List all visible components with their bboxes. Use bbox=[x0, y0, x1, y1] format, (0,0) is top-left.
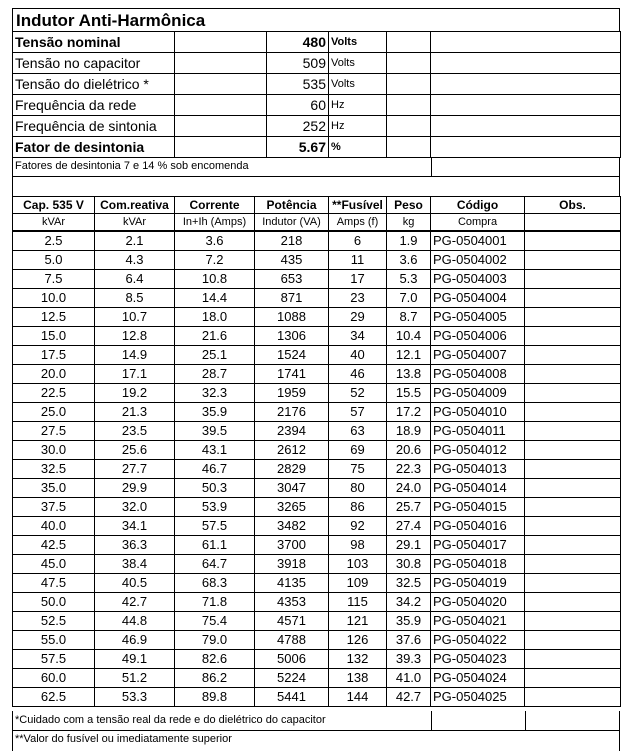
table-cell: 20.0 bbox=[13, 365, 95, 384]
table-cell: 6.4 bbox=[95, 270, 175, 289]
obs-cell bbox=[525, 517, 621, 536]
table-cell: 25.0 bbox=[13, 403, 95, 422]
table-cell: PG-0504007 bbox=[431, 346, 525, 365]
table-cell: 24.0 bbox=[387, 479, 431, 498]
spec-empty bbox=[175, 74, 267, 95]
table-cell: 32.5 bbox=[13, 460, 95, 479]
column-unit: Amps (f) bbox=[329, 214, 387, 232]
obs-cell bbox=[525, 688, 621, 707]
table-cell: 2.1 bbox=[95, 231, 175, 251]
table-cell: 53.9 bbox=[175, 498, 255, 517]
obs-cell bbox=[525, 384, 621, 403]
table-cell: 46 bbox=[329, 365, 387, 384]
table-cell: 871 bbox=[255, 289, 329, 308]
table-cell: 52.5 bbox=[13, 612, 95, 631]
table-cell: 18.0 bbox=[175, 308, 255, 327]
obs-cell bbox=[525, 612, 621, 631]
table-cell: 57.5 bbox=[13, 650, 95, 669]
spec-unit: Hz bbox=[329, 116, 387, 137]
table-row bbox=[13, 441, 621, 460]
table-cell: 75 bbox=[329, 460, 387, 479]
table-cell: PG-0504003 bbox=[431, 270, 525, 289]
table-cell: 50.3 bbox=[175, 479, 255, 498]
obs-cell bbox=[525, 308, 621, 327]
spec-unit: Volts bbox=[329, 32, 387, 53]
table-row bbox=[13, 403, 621, 422]
table-cell: 11 bbox=[329, 251, 387, 270]
table-cell: 3482 bbox=[255, 517, 329, 536]
table-cell: 39.5 bbox=[175, 422, 255, 441]
table-cell: 20.6 bbox=[387, 441, 431, 460]
obs-cell bbox=[525, 270, 621, 289]
table-row bbox=[13, 422, 621, 441]
column-header: **Fusível bbox=[329, 197, 387, 214]
obs-cell bbox=[525, 422, 621, 441]
table-row bbox=[13, 688, 621, 707]
column-header: Peso bbox=[387, 197, 431, 214]
table-row bbox=[13, 593, 621, 612]
table-cell: 17 bbox=[329, 270, 387, 289]
column-header: Corrente bbox=[175, 197, 255, 214]
table-cell: 37.6 bbox=[387, 631, 431, 650]
table-cell: 46.9 bbox=[95, 631, 175, 650]
spec-empty bbox=[431, 116, 621, 137]
spec-unit: Volts bbox=[329, 53, 387, 74]
obs-cell bbox=[525, 441, 621, 460]
table-cell: 40.0 bbox=[13, 517, 95, 536]
table-cell: 61.1 bbox=[175, 536, 255, 555]
table-row bbox=[13, 479, 621, 498]
table-cell: 63 bbox=[329, 422, 387, 441]
table-cell: 132 bbox=[329, 650, 387, 669]
table-cell: 38.4 bbox=[95, 555, 175, 574]
spec-empty bbox=[387, 32, 431, 53]
table-cell: 98 bbox=[329, 536, 387, 555]
table-cell: 1.9 bbox=[387, 231, 431, 251]
table-cell: 36.3 bbox=[95, 536, 175, 555]
table-cell: 42.5 bbox=[13, 536, 95, 555]
table-cell: 2.5 bbox=[13, 231, 95, 251]
table-cell: 10.0 bbox=[13, 289, 95, 308]
spec-empty bbox=[431, 95, 621, 116]
table-row bbox=[13, 460, 621, 479]
table-cell: 653 bbox=[255, 270, 329, 289]
spec-value: 60 bbox=[267, 95, 329, 116]
table-cell: 32.5 bbox=[387, 574, 431, 593]
table-cell: PG-0504022 bbox=[431, 631, 525, 650]
table-cell: PG-0504004 bbox=[431, 289, 525, 308]
table-cell: 1306 bbox=[255, 327, 329, 346]
table-cell: 49.1 bbox=[95, 650, 175, 669]
table-cell: 6 bbox=[329, 231, 387, 251]
table-cell: 10.7 bbox=[95, 308, 175, 327]
obs-cell bbox=[525, 631, 621, 650]
table-cell: 4135 bbox=[255, 574, 329, 593]
spec-value: 480 bbox=[267, 32, 329, 53]
footnote-dieletrico: *Cuidado com a tensão real da rede e do dielétrico do capacitor bbox=[12, 711, 620, 731]
table-row bbox=[13, 289, 621, 308]
table-cell: 5441 bbox=[255, 688, 329, 707]
table-cell: 50.0 bbox=[13, 593, 95, 612]
column-header: Obs. bbox=[525, 197, 621, 214]
table-cell: 4353 bbox=[255, 593, 329, 612]
column-unit bbox=[525, 214, 621, 232]
table-cell: 17.5 bbox=[13, 346, 95, 365]
spec-label: Frequência de sintonia bbox=[13, 116, 175, 137]
table-cell: 34.2 bbox=[387, 593, 431, 612]
table-cell: 8.7 bbox=[387, 308, 431, 327]
spec-label: Fator de desintonia bbox=[13, 137, 175, 158]
table-cell: 68.3 bbox=[175, 574, 255, 593]
table-cell: 60.0 bbox=[13, 669, 95, 688]
table-cell: 8.5 bbox=[95, 289, 175, 308]
table-cell: 34 bbox=[329, 327, 387, 346]
table-cell: 52 bbox=[329, 384, 387, 403]
table-cell: 18.9 bbox=[387, 422, 431, 441]
table-cell: 28.7 bbox=[175, 365, 255, 384]
table-cell: 75.4 bbox=[175, 612, 255, 631]
table-row bbox=[13, 231, 621, 251]
table-cell: 14.4 bbox=[175, 289, 255, 308]
table-cell: 2394 bbox=[255, 422, 329, 441]
table-cell: 41.0 bbox=[387, 669, 431, 688]
table-cell: 15.0 bbox=[13, 327, 95, 346]
column-unit: kVAr bbox=[95, 214, 175, 232]
table-cell: 21.3 bbox=[95, 403, 175, 422]
spec-empty bbox=[387, 74, 431, 95]
table-cell: 25.7 bbox=[387, 498, 431, 517]
table-cell: 435 bbox=[255, 251, 329, 270]
table-cell: 3.6 bbox=[387, 251, 431, 270]
table-row bbox=[13, 498, 621, 517]
table-cell: 10.4 bbox=[387, 327, 431, 346]
obs-cell bbox=[525, 231, 621, 251]
table-cell: 69 bbox=[329, 441, 387, 460]
table-cell: PG-0504010 bbox=[431, 403, 525, 422]
table-cell: 40.5 bbox=[95, 574, 175, 593]
spec-value: 252 bbox=[267, 116, 329, 137]
spec-empty bbox=[387, 137, 431, 158]
spec-empty bbox=[387, 116, 431, 137]
table-cell: 3047 bbox=[255, 479, 329, 498]
table-row bbox=[13, 365, 621, 384]
obs-cell bbox=[525, 365, 621, 384]
spec-row bbox=[13, 95, 621, 116]
table-cell: PG-0504008 bbox=[431, 365, 525, 384]
table-row bbox=[13, 270, 621, 289]
table-cell: 79.0 bbox=[175, 631, 255, 650]
table-cell: 62.5 bbox=[13, 688, 95, 707]
table-cell: 64.7 bbox=[175, 555, 255, 574]
table-cell: 45.0 bbox=[13, 555, 95, 574]
spec-empty bbox=[175, 53, 267, 74]
table-cell: 7.0 bbox=[387, 289, 431, 308]
table-cell: PG-0504025 bbox=[431, 688, 525, 707]
column-unit: kg bbox=[387, 214, 431, 232]
table-row bbox=[13, 650, 621, 669]
spec-empty bbox=[431, 137, 621, 158]
table-cell: 80 bbox=[329, 479, 387, 498]
table-cell: 12.5 bbox=[13, 308, 95, 327]
table-cell: 29 bbox=[329, 308, 387, 327]
specs-table bbox=[12, 31, 621, 158]
table-cell: PG-0504002 bbox=[431, 251, 525, 270]
column-header: Código bbox=[431, 197, 525, 214]
table-cell: 2829 bbox=[255, 460, 329, 479]
column-header: Cap. 535 V bbox=[13, 197, 95, 214]
table-row bbox=[13, 555, 621, 574]
table-cell: 92 bbox=[329, 517, 387, 536]
table-cell: 57.5 bbox=[175, 517, 255, 536]
table-cell: 4.3 bbox=[95, 251, 175, 270]
table-cell: 14.9 bbox=[95, 346, 175, 365]
table-cell: 7.2 bbox=[175, 251, 255, 270]
table-cell: 35.9 bbox=[175, 403, 255, 422]
table-cell: 1524 bbox=[255, 346, 329, 365]
table-cell: 42.7 bbox=[387, 688, 431, 707]
table-cell: 126 bbox=[329, 631, 387, 650]
spec-label: Tensão no capacitor bbox=[13, 53, 175, 74]
table-cell: 3700 bbox=[255, 536, 329, 555]
table-cell: 47.5 bbox=[13, 574, 95, 593]
table-cell: 51.2 bbox=[95, 669, 175, 688]
table-cell: 32.0 bbox=[95, 498, 175, 517]
table-row bbox=[13, 384, 621, 403]
table-cell: 19.2 bbox=[95, 384, 175, 403]
table-cell: 138 bbox=[329, 669, 387, 688]
obs-cell bbox=[525, 460, 621, 479]
table-cell: PG-0504005 bbox=[431, 308, 525, 327]
table-cell: PG-0504020 bbox=[431, 593, 525, 612]
table-cell: 32.3 bbox=[175, 384, 255, 403]
obs-cell bbox=[525, 574, 621, 593]
table-row bbox=[13, 346, 621, 365]
spec-row bbox=[13, 53, 621, 74]
table-cell: 12.1 bbox=[387, 346, 431, 365]
spec-value: 509 bbox=[267, 53, 329, 74]
table-cell: 15.5 bbox=[387, 384, 431, 403]
table-cell: 23.5 bbox=[95, 422, 175, 441]
spec-empty bbox=[387, 53, 431, 74]
spec-unit: % bbox=[329, 137, 387, 158]
table-row bbox=[13, 612, 621, 631]
table-cell: 27.4 bbox=[387, 517, 431, 536]
obs-cell bbox=[525, 536, 621, 555]
obs-cell bbox=[525, 669, 621, 688]
table-cell: 25.6 bbox=[95, 441, 175, 460]
table-cell: 22.5 bbox=[13, 384, 95, 403]
spec-empty bbox=[387, 95, 431, 116]
table-row bbox=[13, 251, 621, 270]
spec-label: Tensão do dielétrico * bbox=[13, 74, 175, 95]
spec-empty bbox=[175, 116, 267, 137]
spec-value: 535 bbox=[267, 74, 329, 95]
table-cell: 29.1 bbox=[387, 536, 431, 555]
table-cell: 3.6 bbox=[175, 231, 255, 251]
table-row bbox=[13, 308, 621, 327]
table-cell: PG-0504001 bbox=[431, 231, 525, 251]
column-header: Potência bbox=[255, 197, 329, 214]
table-cell: 17.1 bbox=[95, 365, 175, 384]
table-row bbox=[13, 536, 621, 555]
table-cell: 10.8 bbox=[175, 270, 255, 289]
table-cell: 46.7 bbox=[175, 460, 255, 479]
table-cell: 3918 bbox=[255, 555, 329, 574]
table-cell: 5224 bbox=[255, 669, 329, 688]
table-cell: 44.8 bbox=[95, 612, 175, 631]
table-cell: 12.8 bbox=[95, 327, 175, 346]
table-cell: PG-0504019 bbox=[431, 574, 525, 593]
inductor-table bbox=[12, 196, 621, 707]
table-cell: 103 bbox=[329, 555, 387, 574]
table-cell: 4571 bbox=[255, 612, 329, 631]
table-row bbox=[13, 669, 621, 688]
obs-cell bbox=[525, 593, 621, 612]
spec-unit: Volts bbox=[329, 74, 387, 95]
table-cell: 218 bbox=[255, 231, 329, 251]
spec-empty bbox=[431, 74, 621, 95]
obs-cell bbox=[525, 498, 621, 517]
table-cell: 5006 bbox=[255, 650, 329, 669]
spec-row bbox=[13, 137, 621, 158]
table-cell: 86.2 bbox=[175, 669, 255, 688]
table-cell: 5.3 bbox=[387, 270, 431, 289]
table-cell: 43.1 bbox=[175, 441, 255, 460]
table-cell: 29.9 bbox=[95, 479, 175, 498]
table-cell: 53.3 bbox=[95, 688, 175, 707]
table-cell: 27.7 bbox=[95, 460, 175, 479]
obs-cell bbox=[525, 346, 621, 365]
table-cell: 86 bbox=[329, 498, 387, 517]
spec-value: 5.67 bbox=[267, 137, 329, 158]
table-cell: 2176 bbox=[255, 403, 329, 422]
table-cell: 37.5 bbox=[13, 498, 95, 517]
spec-row bbox=[13, 74, 621, 95]
spec-empty bbox=[431, 53, 621, 74]
table-cell: 23 bbox=[329, 289, 387, 308]
table-cell: 30.0 bbox=[13, 441, 95, 460]
table-cell: PG-0504017 bbox=[431, 536, 525, 555]
obs-cell bbox=[525, 555, 621, 574]
table-cell: PG-0504023 bbox=[431, 650, 525, 669]
table-cell: PG-0504015 bbox=[431, 498, 525, 517]
spacer-row bbox=[12, 177, 620, 197]
table-cell: 35.9 bbox=[387, 612, 431, 631]
table-cell: PG-0504012 bbox=[431, 441, 525, 460]
obs-cell bbox=[525, 289, 621, 308]
table-cell: 30.8 bbox=[387, 555, 431, 574]
table-cell: PG-0504021 bbox=[431, 612, 525, 631]
table-cell: 144 bbox=[329, 688, 387, 707]
table-cell: 55.0 bbox=[13, 631, 95, 650]
table-row bbox=[13, 574, 621, 593]
table-cell: 35.0 bbox=[13, 479, 95, 498]
table-cell: PG-0504009 bbox=[431, 384, 525, 403]
spec-row bbox=[13, 116, 621, 137]
table-cell: PG-0504011 bbox=[431, 422, 525, 441]
table-cell: 1959 bbox=[255, 384, 329, 403]
obs-cell bbox=[525, 251, 621, 270]
table-cell: 115 bbox=[329, 593, 387, 612]
table-cell: 3265 bbox=[255, 498, 329, 517]
spec-unit: Hz bbox=[329, 95, 387, 116]
spec-row bbox=[13, 32, 621, 53]
table-cell: 13.8 bbox=[387, 365, 431, 384]
table-cell: 5.0 bbox=[13, 251, 95, 270]
column-unit: Compra bbox=[431, 214, 525, 232]
spec-empty bbox=[175, 95, 267, 116]
table-cell: 2612 bbox=[255, 441, 329, 460]
sheet-title: Indutor Anti-Harmônica bbox=[12, 8, 620, 31]
table-cell: 27.5 bbox=[13, 422, 95, 441]
table-row bbox=[13, 517, 621, 536]
spec-label: Tensão nominal bbox=[13, 32, 175, 53]
table-cell: 34.1 bbox=[95, 517, 175, 536]
table-cell: 25.1 bbox=[175, 346, 255, 365]
table-cell: 7.5 bbox=[13, 270, 95, 289]
obs-cell bbox=[525, 327, 621, 346]
table-cell: 1088 bbox=[255, 308, 329, 327]
table-cell: 71.8 bbox=[175, 593, 255, 612]
obs-cell bbox=[525, 403, 621, 422]
table-cell: PG-0504014 bbox=[431, 479, 525, 498]
table-cell: 121 bbox=[329, 612, 387, 631]
table-cell: 39.3 bbox=[387, 650, 431, 669]
table-cell: PG-0504013 bbox=[431, 460, 525, 479]
note-desintonia: Fatores de desintonia 7 e 14 % sob encomenda bbox=[12, 157, 620, 177]
column-unit: In+Ih (Amps) bbox=[175, 214, 255, 232]
table-cell: 17.2 bbox=[387, 403, 431, 422]
column-header: Com.reativa bbox=[95, 197, 175, 214]
footnote-fusivel: **Valor do fusível ou imediatamente superior bbox=[12, 731, 620, 751]
table-cell: 4788 bbox=[255, 631, 329, 650]
obs-cell bbox=[525, 650, 621, 669]
table-cell: 89.8 bbox=[175, 688, 255, 707]
spec-empty bbox=[175, 32, 267, 53]
table-row bbox=[13, 327, 621, 346]
table-cell: 57 bbox=[329, 403, 387, 422]
table-row bbox=[13, 631, 621, 650]
spec-empty bbox=[175, 137, 267, 158]
table-header-row bbox=[13, 197, 621, 214]
table-cell: 40 bbox=[329, 346, 387, 365]
table-cell: 1741 bbox=[255, 365, 329, 384]
table-cell: 22.3 bbox=[387, 460, 431, 479]
column-unit: kVAr bbox=[13, 214, 95, 232]
spec-label: Frequência da rede bbox=[13, 95, 175, 116]
table-cell: 21.6 bbox=[175, 327, 255, 346]
table-subheader-row bbox=[13, 214, 621, 232]
obs-cell bbox=[525, 479, 621, 498]
table-cell: 82.6 bbox=[175, 650, 255, 669]
column-unit: Indutor (VA) bbox=[255, 214, 329, 232]
spec-empty bbox=[431, 32, 621, 53]
table-cell: PG-0504016 bbox=[431, 517, 525, 536]
table-cell: PG-0504006 bbox=[431, 327, 525, 346]
table-cell: PG-0504024 bbox=[431, 669, 525, 688]
table-cell: 42.7 bbox=[95, 593, 175, 612]
table-cell: 109 bbox=[329, 574, 387, 593]
table-cell: PG-0504018 bbox=[431, 555, 525, 574]
